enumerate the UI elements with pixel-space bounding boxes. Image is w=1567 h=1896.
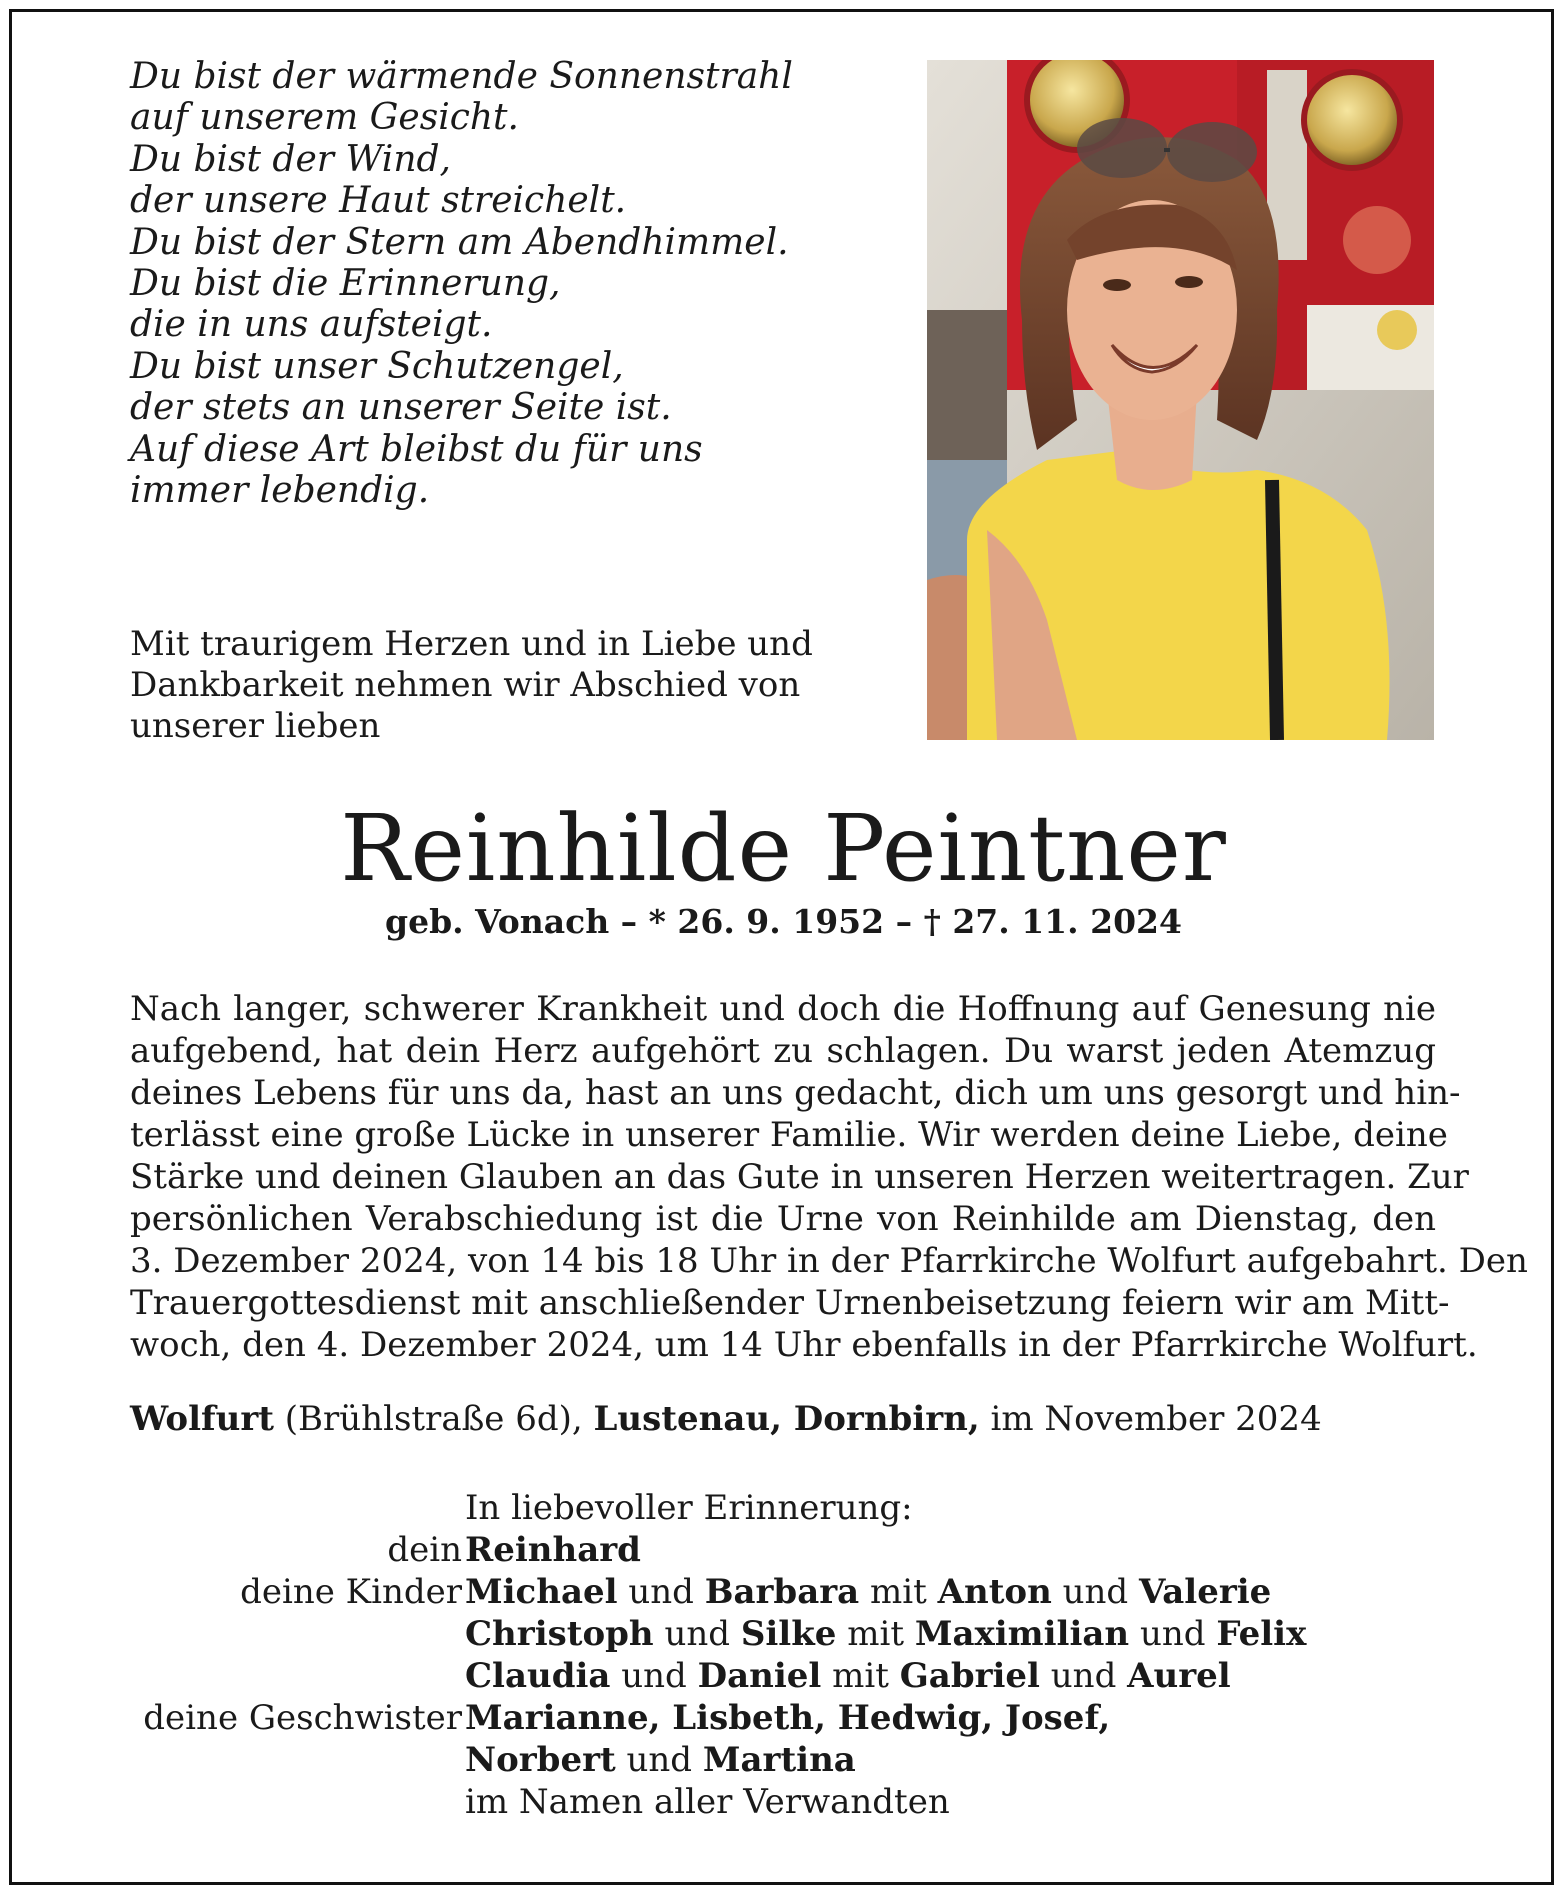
family-member-name: Felix — [1216, 1614, 1307, 1654]
family-member-name: Norbert — [465, 1740, 616, 1780]
family-row — [0, 1529, 1567, 1571]
body-line: Nach langer, schwerer Krankheit und doch die Hoffnung auf Genesung nie — [130, 989, 1436, 1029]
body-line: Stärke und deinen Glauben an das Gute in unseren Herzen weitertragen. Zur — [130, 1157, 1469, 1197]
intro-text — [130, 624, 813, 747]
family-connector: und — [653, 1614, 741, 1654]
family-connector: und — [610, 1656, 698, 1696]
family-connector: mit — [821, 1656, 900, 1696]
poem-line: Du bist der wärmende Sonnenstrahl — [130, 56, 793, 97]
poem-line: Auf diese Art bleibst du für uns — [130, 428, 703, 470]
body-line: 3. Dezember 2024, von 14 bis 18 Uhr in der Pfarrkirche Wolfurt aufgebahrt. Den — [130, 1241, 1528, 1281]
location-line — [130, 1397, 1322, 1441]
family-heading: In liebevoller Erinnerung: — [465, 1488, 913, 1528]
family-names — [465, 1739, 856, 1781]
family-member-name: Claudia — [465, 1656, 611, 1696]
intro-line: Mit traurigem Herzen und in Liebe und — [130, 624, 813, 664]
body-line: Trauergottesdienst mit anschließender Urnenbeisetzung feiern wir am Mitt- — [130, 1283, 1450, 1323]
portrait-image — [927, 60, 1434, 740]
family-row — [0, 1697, 1567, 1739]
family-names — [465, 1529, 641, 1571]
family-member-name: Martina — [702, 1740, 856, 1780]
family-member-name: Anton — [937, 1572, 1052, 1612]
family-member-name: Reinhard — [465, 1530, 641, 1570]
address: (Brühlstraße 6d), — [273, 1399, 594, 1439]
family-row — [0, 1613, 1567, 1655]
family-member-name: Aurel — [1127, 1656, 1231, 1696]
body-line: woch, den 4. Dezember 2024, um 14 Uhr ebenfalls in der Pfarrkirche Wolfurt. — [130, 1325, 1478, 1365]
family-connector: und — [1051, 1572, 1139, 1612]
family-member-name: Daniel — [697, 1656, 822, 1696]
body-line: terlässt eine große Lücke in unserer Familie. Wir werden deine Liebe, deine — [130, 1115, 1448, 1155]
family-list — [0, 1487, 1567, 1823]
family-connector: mit — [836, 1614, 915, 1654]
town-wolfurt: Wolfurt — [130, 1399, 274, 1439]
poem-line: auf unserem Gesicht. — [130, 97, 519, 139]
body-line: deines Lebens für uns da, hast an uns gedacht, dich um uns gesorgt und hin- — [130, 1073, 1461, 1113]
family-row — [0, 1739, 1567, 1781]
intro-line: Dankbarkeit nehmen wir Abschied von — [130, 665, 801, 705]
poem-line: die in uns aufsteigt. — [130, 304, 493, 346]
family-names — [465, 1571, 1271, 1613]
family-row — [0, 1571, 1567, 1613]
family-connector: und — [617, 1572, 705, 1612]
poem-line: Du bist der Stern am Abendhimmel. — [130, 221, 789, 263]
deceased-name: Reinhilde Peintner — [340, 795, 1227, 902]
family-member-name: Barbara — [704, 1572, 860, 1612]
family-relation-label: deine Kinder — [240, 1572, 462, 1612]
life-dates: geb. Vonach – * 26. 9. 1952 – † 27. 11. 2024 — [385, 902, 1182, 941]
poem-line: der unsere Haut streichelt. — [130, 180, 627, 222]
obituary-body — [130, 988, 1528, 1366]
poem-line: Du bist unser Schutzengel, — [130, 345, 624, 387]
family-connector: und — [1129, 1614, 1217, 1654]
family-member-name: Maximilian — [914, 1614, 1130, 1654]
family-names — [465, 1613, 1306, 1655]
family-row — [0, 1655, 1567, 1697]
family-connector: und — [615, 1740, 703, 1780]
poem-line: Du bist die Erinnerung, — [130, 263, 561, 305]
family-names — [465, 1697, 1110, 1739]
family-member-name: Gabriel — [899, 1656, 1040, 1696]
location-date: im November 2024 — [979, 1399, 1322, 1439]
family-member-name: Christoph — [465, 1614, 654, 1654]
body-line: aufgebend, hat dein Herz aufgehört zu schlagen. Du warst jeden Atemzug — [130, 1031, 1436, 1071]
family-connector: und — [1039, 1656, 1128, 1696]
family-connector: mit — [859, 1572, 938, 1612]
intro-line: unserer lieben — [130, 706, 381, 746]
poem-line: Du bist der Wind, — [130, 138, 451, 180]
family-member-name: Valerie — [1138, 1572, 1272, 1612]
family-names — [465, 1781, 950, 1823]
family-names — [465, 1655, 1231, 1697]
family-member-name: Silke — [740, 1614, 837, 1654]
family-row — [0, 1781, 1567, 1823]
poem-line: immer lebendig. — [130, 470, 430, 512]
poem — [130, 56, 793, 512]
portrait-photo — [927, 60, 1434, 740]
family-member-name: Michael — [465, 1572, 618, 1612]
poem-line: der stets an unserer Seite ist. — [130, 387, 672, 429]
family-member-name: Marianne, Lisbeth, Hedwig, Josef, — [465, 1698, 1111, 1738]
family-connector: im Namen aller Verwandten — [465, 1782, 950, 1822]
family-relation-label: deine Geschwister — [143, 1698, 462, 1738]
family-relation-label: dein — [387, 1530, 462, 1570]
body-line: persönlichen Verabschiedung ist die Urne von Reinhilde am Dienstag, den — [130, 1199, 1436, 1239]
towns: Lustenau, Dornbirn, — [593, 1399, 980, 1439]
